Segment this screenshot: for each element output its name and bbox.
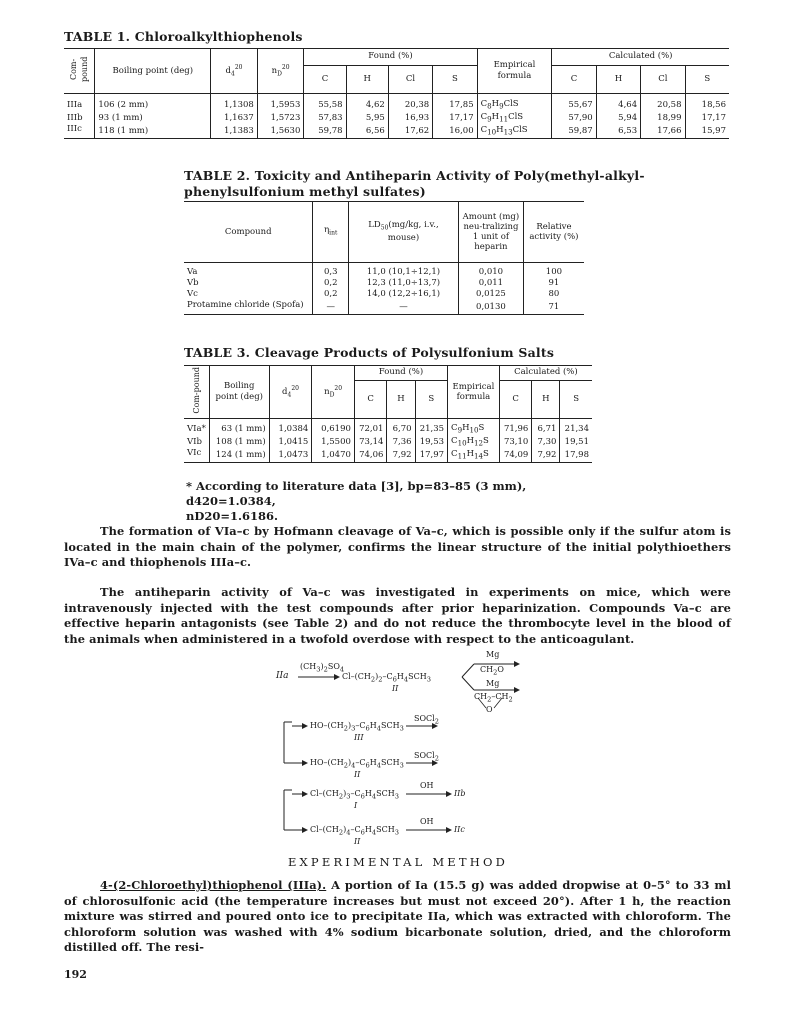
table1-col-cl: Cl	[388, 65, 432, 93]
table2-ld: 11,0 (10,1÷12,1)	[348, 263, 458, 279]
table-row	[184, 448, 592, 463]
table1-n: 1,5630	[257, 124, 304, 139]
scheme-socl2-2: SOCl$_2$	[414, 751, 439, 763]
table3-header-d: $d_4^{20}$	[269, 366, 312, 419]
scheme-socl2-1: SOCl$_2$	[414, 714, 439, 726]
table3-header-compound: Com-pound	[191, 366, 201, 414]
table3-found-s: 19,53	[415, 436, 448, 449]
table1-found-cl: 20,38	[388, 94, 432, 112]
table1-found-c: 57,83	[304, 112, 346, 125]
table-row	[64, 124, 729, 139]
table2-title-line1: TABLE 2. Toxicity and Antiheparin Activity of Poly(methyl-alkyl-	[184, 168, 645, 183]
scheme-end-b: IIb	[454, 789, 466, 798]
table1-header-found: Found (%)	[304, 49, 477, 66]
table1-found-h: 4,62	[346, 94, 388, 112]
scheme-ethylene-oxide: $CH_2-CH_2$	[474, 692, 513, 704]
table1-bp: 93 (1 mm)	[95, 112, 211, 125]
table3-calc-col-s: S	[560, 380, 592, 418]
table3-calc-h: 7,30	[532, 436, 560, 449]
scheme-r2-label: II	[354, 770, 361, 779]
table1-header-bp: Boiling point (deg)	[95, 49, 211, 94]
table1-bp: 106 (2 mm)	[95, 94, 211, 112]
table1-formula: $C_{10}H_{13}ClS$	[477, 124, 552, 139]
table3-calc-col-h: H	[532, 380, 560, 418]
table-row	[184, 300, 584, 315]
table2-rel: 80	[548, 289, 560, 299]
table3-found-h: 6,70	[387, 419, 415, 436]
table2-rel: 91	[548, 278, 560, 288]
scheme-r3-label: I	[354, 801, 358, 810]
table3-calc-s: 21,34	[564, 423, 589, 434]
table2-title	[184, 168, 645, 200]
table-row	[184, 436, 592, 449]
table1-col-s: S	[433, 65, 477, 93]
scheme-oxygen: O	[486, 705, 493, 714]
table1-cmpd: IIIa	[64, 94, 95, 112]
table2-ld: 14,0 (12,2÷16,1)	[348, 289, 458, 300]
table1-calc-cl: 20,58	[641, 94, 685, 112]
table1-found-h: 5,95	[346, 112, 388, 125]
paragraph-antiheparin: The antiheparin activity of Va–c was investigated in experiments on mice, which were intravenously injected with the test compounds after prior heparinization. Compounds Va–c are effective heparin antagonists (see Table 2) and do not reduce the thrombocyte level in the blood of the animals when administered in a twofold overdose with respect to the anticoagulant.	[64, 585, 731, 646]
table2-amount: 0,0130	[459, 300, 524, 315]
table3-cmpd: VIb	[184, 436, 209, 449]
experimental-heading: EXPERIMENTAL METHOD	[287, 855, 509, 869]
table1-calc-h: 4,64	[596, 94, 640, 112]
table3-bp: 108 (1 mm)	[209, 436, 269, 449]
table2-cmpd: Protamine chloride (Spofa)	[184, 300, 313, 315]
table1-bp: 118 (1 mm)	[95, 124, 211, 139]
table3	[184, 365, 592, 463]
scheme-oh-1: OH	[420, 781, 434, 790]
table2-title-line2: phenylsulfonium methyl sulfates)	[184, 184, 426, 199]
table1-title: TABLE 1. Chloroalkylthiophenols	[64, 29, 303, 44]
table3-header-bp: Boiling point (deg)	[209, 366, 269, 419]
table1-found-cl: 16,93	[388, 112, 432, 125]
table-row	[64, 112, 729, 125]
table1-formula: $C_8H_9ClS$	[477, 94, 552, 112]
table3-n: 0,6190	[312, 419, 355, 436]
scheme-label-ii: II	[392, 684, 399, 693]
table1-header-n: $n_D^{20}$	[257, 49, 304, 94]
table1-calc-cl: 17,66	[641, 124, 685, 139]
table1-found-s: 16,00	[433, 124, 477, 139]
table2	[184, 201, 584, 315]
table3-d: 1,0473	[269, 448, 312, 463]
table1-found-c: 59,78	[304, 124, 346, 139]
table3-n: 1,5500	[312, 436, 355, 449]
table1-calc-col-c: C	[552, 65, 596, 93]
table1-col-h: H	[346, 65, 388, 93]
table3-cmpd: VIc	[184, 448, 209, 463]
table3-calc-s: 17,98	[564, 449, 589, 460]
table3-calc-c: 74,09	[499, 448, 532, 463]
table3-found-s: 21,35	[415, 419, 448, 436]
table2-amount: 0,011	[459, 278, 524, 289]
scheme-mg-bottom: Mg	[486, 679, 500, 688]
table2-amount: 0,0125	[459, 289, 524, 300]
table3-footnote	[186, 479, 606, 524]
table2-nint: —	[313, 300, 349, 315]
paragraph-hofmann: The formation of VIa–c by Hofmann cleavage of Va–c, which is possible only if the sulfur atom is located in the main chain of the polymer, confirms the linear structure of the initial polythioethers IVa–c and thiophenols IIIa–c.	[64, 524, 731, 569]
scheme-start: IIa	[276, 671, 289, 681]
scheme-r3: $Cl-(CH_2)_3-C_6H_4SCH_3$	[310, 789, 399, 801]
table3-found-h: 7,36	[387, 436, 415, 449]
table3-calc-s: 19,51	[564, 436, 589, 447]
table3-found-c: 73,14	[354, 436, 387, 449]
table3-col-s: S	[415, 380, 448, 418]
table3-calc-c: 73,10	[499, 436, 532, 449]
table1-n: 1,5953	[257, 94, 304, 112]
table3-found-h: 7,92	[387, 448, 415, 463]
table3-bp: 124 (1 mm)	[209, 448, 269, 463]
table3-bp: 63 (1 mm)	[209, 419, 269, 436]
table2-nint: 0,2	[313, 289, 349, 300]
table2-cmpd: Va	[184, 263, 313, 279]
table3-calc-col-c: C	[499, 380, 532, 418]
scheme-r4: $Cl-(CH_2)_4-C_6H_4SCH_3$	[310, 825, 399, 837]
table3-col-h: H	[387, 380, 415, 418]
table2-rel: 71	[548, 301, 560, 312]
table3-found-s: 17,97	[415, 448, 448, 463]
page-number: 192	[64, 968, 87, 981]
table3-footnote-line1: * According to literature data [3], bp=83–85 (3 mm), d420=1.0384,	[186, 479, 527, 508]
table1-calc-cl: 18,99	[641, 112, 685, 125]
table-row	[184, 289, 584, 300]
table1-d: 1,1637	[211, 112, 258, 125]
table3-formula: $C_{10}H_{12}S$	[448, 436, 500, 449]
table1-calc-c: 55,67	[552, 94, 596, 112]
table1-calc-col-h: H	[596, 65, 640, 93]
scheme-r1-label: III	[354, 733, 364, 742]
table3-calc-h: 7,92	[532, 448, 560, 463]
table-row	[184, 278, 584, 289]
table3-cmpd: VIa*	[184, 419, 209, 436]
scheme-ch2o: $CH_2O$	[480, 665, 504, 677]
table1-found-cl: 17,62	[388, 124, 432, 139]
scheme-mg-top: Mg	[486, 650, 500, 659]
table1-header-formula: Empirical formula	[477, 49, 552, 94]
table3-header-formula: Empirical formula	[448, 366, 500, 419]
table2-header-rel: Relative activity (%)	[529, 222, 579, 242]
table2-header-amount: Amount (mg) neu-tralizing 1 unit of heparin	[459, 202, 524, 263]
table1-header-calc: Calculated (%)	[552, 49, 729, 66]
table1-d: 1,1383	[211, 124, 258, 139]
table1-found-h: 6,56	[346, 124, 388, 139]
table2-rel: 100	[545, 267, 563, 277]
experimental-text: A portion of Ia (15.5 g) was added dropwise at 0–5° to 33 ml of chlorosulfonic acid (the temperature increases but must not exceed 20°). After 1 h, the reaction mixture was stirred and poured onto ice to precipitate IIa, which was extracted with chloroform. The chloroform solution was washed with 4% sodium bicarbonate solution, dried, and the chloroform distilled off. The resi-	[64, 878, 731, 954]
table1-calc-c: 59,87	[552, 124, 596, 139]
table1-calc-s: 15,97	[701, 125, 726, 136]
table3-header-found: Found (%)	[354, 366, 447, 381]
reaction-scheme	[246, 650, 546, 850]
table1-calc-s: 17,17	[701, 112, 726, 123]
table1-found-s: 17,17	[433, 112, 477, 125]
table2-nint: 0,3	[313, 263, 349, 279]
table1-formula: $C_9H_{11}ClS$	[477, 112, 552, 125]
table1-calc-s: 18,56	[701, 99, 726, 110]
table1-n: 1,5723	[257, 112, 304, 125]
scheme-product1: $Cl-(CH_2)_2-C_6H_4SCH_3$	[342, 672, 431, 684]
table2-cmpd: Vc	[184, 289, 313, 300]
table2-header-nint: $\eta_{int}$	[313, 202, 349, 263]
table1-cmpd: IIIc	[64, 124, 95, 139]
table3-calc-c: 71,96	[499, 419, 532, 436]
table3-title: TABLE 3. Cleavage Products of Polysulfonium Salts	[184, 345, 555, 360]
experimental-paragraph	[64, 878, 731, 956]
table2-ld: 12,3 (11,0÷13,7)	[348, 278, 458, 289]
scheme-reagent1: $(CH_3)_2SO_4$	[300, 662, 345, 674]
table3-footnote-line2: nD20=1.6186.	[186, 509, 278, 523]
table3-found-c: 72,01	[354, 419, 387, 436]
scheme-end-c: IIc	[454, 825, 465, 834]
experimental-subtitle: 4-(2-Chloroethyl)thiophenol (IIIa).	[100, 878, 327, 892]
table1-calc-c: 57,90	[552, 112, 596, 125]
table1-calc-col-s: S	[685, 65, 729, 93]
table1-header-compound: Com-pound	[69, 56, 90, 82]
table3-col-c: C	[354, 380, 387, 418]
table1-header-d: $d_4^{20}$	[211, 49, 258, 94]
table1-cmpd: IIIb	[64, 112, 95, 125]
scheme-r2: $HO-(CH_2)_4-C_6H_4SCH_3$	[310, 758, 404, 770]
table2-amount: 0,010	[459, 263, 524, 279]
table1-calc-h: 5,94	[596, 112, 640, 125]
table3-found-c: 74,06	[354, 448, 387, 463]
table3-n: 1,0470	[312, 448, 355, 463]
scheme-r1: $HO-(CH_2)_3-C_6H_4SCH_3$	[310, 721, 404, 733]
table2-ld: —	[348, 300, 458, 315]
table-row	[64, 94, 729, 112]
scheme-oh-2: OH	[420, 817, 434, 826]
table3-formula: $C_9H_{10}S$	[448, 419, 500, 436]
table3-header-n: $n_D^{20}$	[312, 366, 355, 419]
table1-calc-h: 6,53	[596, 124, 640, 139]
table3-formula: $C_{11}H_{14}S$	[448, 448, 500, 463]
table-row	[184, 263, 584, 279]
table2-nint: 0,2	[313, 278, 349, 289]
table3-calc-h: 6,71	[532, 419, 560, 436]
table2-header-ld: $LD_{50}(mg/kg$, i.v., mouse)	[348, 202, 458, 263]
table3-header-calc: Calculated (%)	[499, 366, 592, 381]
table1-found-c: 55,58	[304, 94, 346, 112]
table-row	[184, 419, 592, 436]
table1-calc-col-cl: Cl	[641, 65, 685, 93]
table1	[64, 48, 729, 139]
table2-cmpd: Vb	[184, 278, 313, 289]
scheme-r4-label: II	[354, 837, 361, 846]
table1-col-c: C	[304, 65, 346, 93]
table1-d: 1,1308	[211, 94, 258, 112]
table3-d: 1,0415	[269, 436, 312, 449]
table3-d: 1,0384	[269, 419, 312, 436]
table1-found-s: 17,85	[433, 94, 477, 112]
table2-header-compound: Compound	[184, 202, 313, 263]
